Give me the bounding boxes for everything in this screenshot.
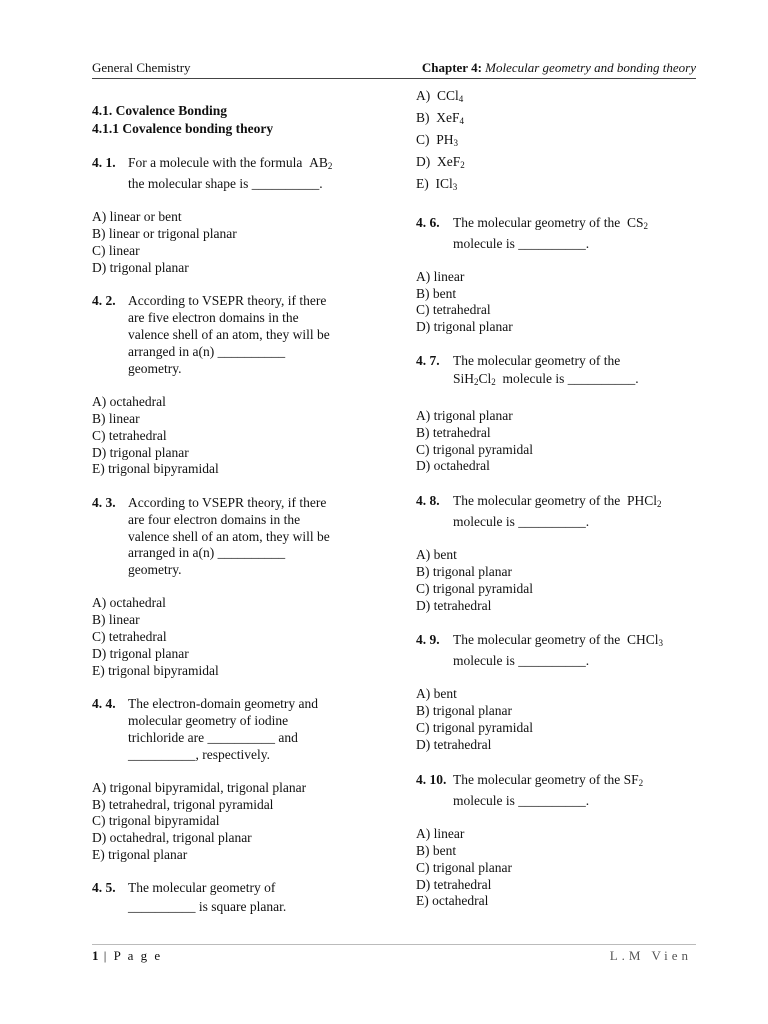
answer-option: A) linear or bent [92,209,182,224]
answer-option: C) trigonal pyramidal [416,442,533,457]
question-text-line: The molecular geometry of [128,880,276,895]
header-divider [92,78,696,79]
question-text-line: are four electron domains in the [128,512,301,527]
answer-option: B) bent [416,843,457,858]
question-text-line: The molecular geometry of the [453,493,621,508]
question-number: 4. 2. [92,293,116,308]
question-text-line: __________ is square planar. [128,899,287,914]
answer-option: E) trigonal bipyramidal [92,461,219,476]
answer-option: E) ICl$_3$ [416,176,458,192]
question-text-line: molecule is __________. [453,793,590,808]
question-text: For a molecule with the formula $AB_2$ [128,155,333,171]
question-text-line: molecule is __________. [453,514,590,529]
page-number [92,948,162,964]
chapter-title: Molecular geometry and bonding theory [485,60,696,75]
answer-option: C) trigonal pyramidal [416,581,533,596]
answer-option: B) trigonal planar [416,703,512,718]
answer-option: C) $PH_3$ [416,132,459,148]
answer-option: D) trigonal planar [92,646,189,661]
answer-option: A) octahedral [92,595,166,610]
page-number-value: 1 [92,948,99,963]
answer-option: B) tetrahedral, trigonal pyramidal [92,797,274,812]
question-text: The molecular geometry of the CHCl$_3$ [453,632,663,648]
answer-option: C) trigonal pyramidal [416,720,533,735]
question-text-line: The molecular geometry of the [453,215,621,230]
question-text-line: molecule is __________. [453,236,590,251]
question-text-line: geometry. [128,361,182,376]
question-text-line: are five electron domains in the [128,310,299,325]
question-text-line: The electron-domain geometry and [128,696,319,711]
question-text: The molecular geometry of the $CS_2$ [453,215,648,231]
question-text-line: valence shell of an atom, they will be [128,529,330,544]
answer-option: D) trigonal planar [92,260,189,275]
question-text-line: molecule is __________. [502,371,639,386]
answer-option: A) octahedral [92,394,166,409]
answer-option: C) trigonal planar [416,860,512,875]
question-text-line: the molecular shape is __________. [128,176,323,191]
answer-option: C) tetrahedral [416,302,491,317]
answer-option: A) linear [416,826,465,841]
question-text-line: molecular geometry of iodine [128,713,289,728]
answer-option: A) CCl$_4$ [416,88,464,104]
question-text-line: molecule is __________. [453,653,590,668]
question-number: 4. 8. [416,493,440,508]
answer-option: E) trigonal planar [92,847,188,862]
question-text-line: For a molecule with the formula [128,155,303,170]
question-number: 4. 5. [92,880,116,895]
answer-option: D) tetrahedral [416,877,492,892]
section-title: 4.1. Covalence Bonding [92,103,228,118]
question-number: 4. 9. [416,632,440,647]
question-text-line: The molecular geometry of the [453,772,621,787]
footer-divider [92,944,696,945]
question-number: 4. 1. [92,155,116,170]
answer-option: B) trigonal planar [416,564,512,579]
answer-option: D) octahedral [416,458,490,473]
answer-option: D) trigonal planar [416,319,513,334]
chapter-heading [422,60,696,76]
page-label: | P a g e [103,948,163,963]
answer-option: B) linear [92,411,140,426]
answer-option: A) linear [416,269,465,284]
answer-option: E) trigonal bipyramidal [92,663,219,678]
question-text-line: According to VSEPR theory, if there [128,495,327,510]
answer-option: B) bent [416,286,457,301]
answer-option: C) tetrahedral [92,428,167,443]
question-text-line: geometry. [128,562,182,577]
answer-option: C) linear [92,243,140,258]
question-text: $SiH_2Cl_2$ molecule is __________. [453,371,639,387]
answer-option: B) linear [92,612,140,627]
answer-option: C) trigonal bipyramidal [92,813,220,828]
chapter-label: Chapter 4: [421,60,482,75]
question-text-line: arranged in a(n) __________ [128,344,286,359]
author-name: L.M Vien [609,948,692,963]
question-number: 4. 7. [416,353,440,368]
answer-option: D) octahedral, trigonal planar [92,830,252,845]
question-number: 4. 3. [92,495,116,510]
question-text: The molecular geometry of the $SF_2$ [453,772,644,788]
answer-option: B) linear or trigonal planar [92,226,237,241]
course-title: General Chemistry [92,60,191,75]
answer-option: B) XeF$_4$ [416,110,464,126]
subsection-title: 4.1.1 Covalence bonding theory [92,121,274,136]
question-text-line: __________, respectively. [128,747,270,762]
question-text-line: trichloride are __________ and [128,730,298,745]
question-text-line: According to VSEPR theory, if there [128,293,327,308]
answer-option: A) trigonal bipyramidal, trigonal planar [92,780,307,795]
question-number: 4. 10. [416,772,447,787]
answer-option: D) XeF$_2$ [416,154,465,170]
answer-option: D) trigonal planar [92,445,189,460]
question-text-line: The molecular geometry of the [453,632,621,647]
question-text-line: arranged in a(n) __________ [128,545,286,560]
answer-option: D) tetrahedral [416,598,492,613]
question-text: The molecular geometry of the PHCl$_2$ [453,493,662,509]
answer-option: C) tetrahedral [92,629,167,644]
answer-option: B) tetrahedral [416,425,491,440]
answer-option: D) tetrahedral [416,737,492,752]
question-text-line: The molecular geometry of the [453,353,621,368]
question-number: 4. 4. [92,696,116,711]
page-header [92,60,696,78]
question-number: 4. 6. [416,215,440,230]
answer-option: A) bent [416,547,457,562]
answer-option: A) trigonal planar [416,408,513,423]
question-text-line: valence shell of an atom, they will be [128,327,330,342]
answer-option: A) bent [416,686,457,701]
answer-option: E) octahedral [416,893,489,908]
